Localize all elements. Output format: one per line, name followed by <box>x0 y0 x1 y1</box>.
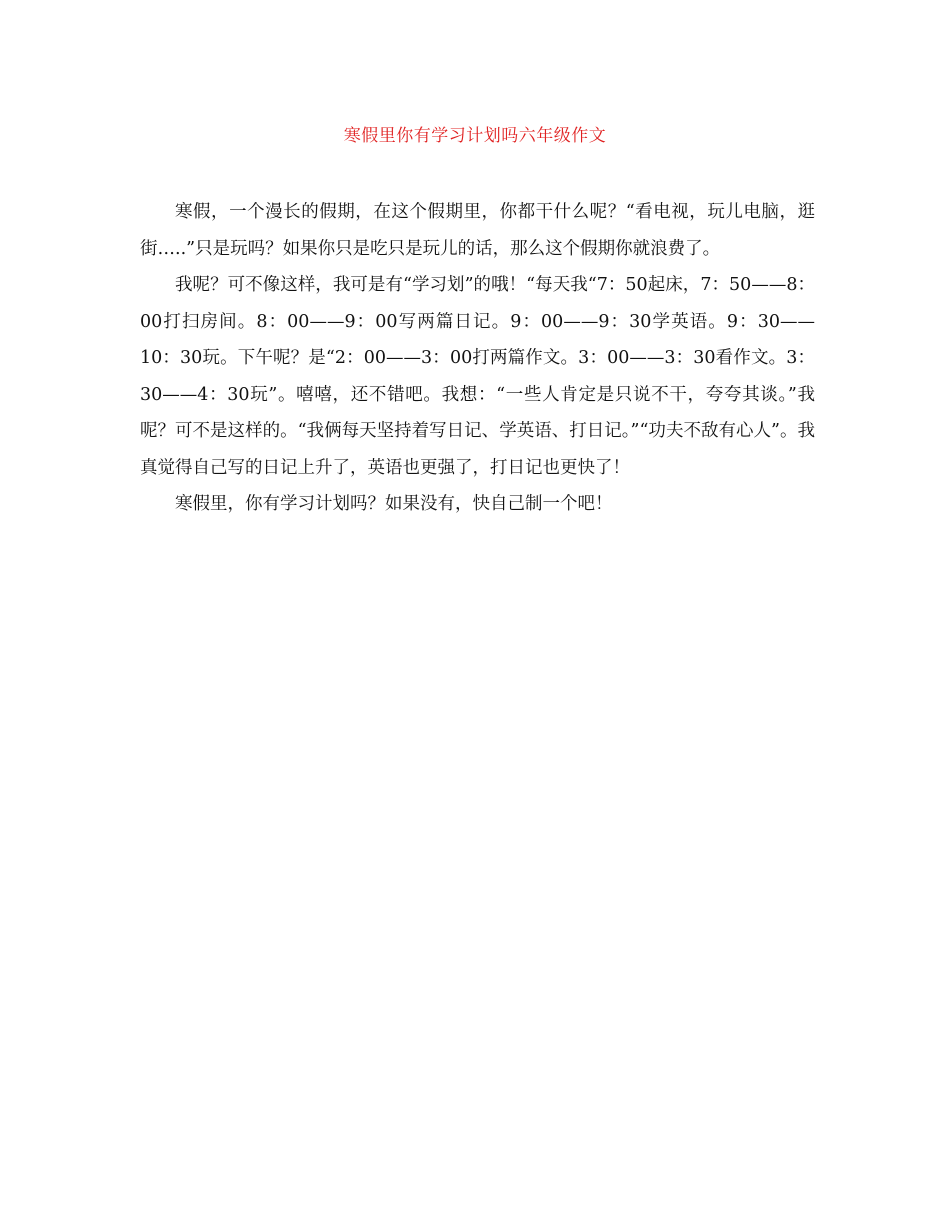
document-body <box>140 194 815 523</box>
paragraph-2: 我呢？可不像这样，我可是有“学习划”的哦！“每天我“7：50起床，7：50——8：00打扫房间。8：00——9：00写两篇日记。9：00——9：30学英语。9：30——10：30玩。下午呢？是“2：00——3：00打两篇作文。3：00——3：30看作文。3：30——4：30玩”。嘻嘻，还不错吧。我想：“一些人肯定是只说不干，夸夸其谈。”我呢？可不是这样的。“我俩每天坚持着写日记、学英语、打日记。”“功夫不敌有心人”。我真觉得自己写的日记上升了，英语也更强了，打日记也更快了！ <box>140 275 815 478</box>
document-title: 寒假里你有学习计划吗六年级作文 <box>343 126 607 146</box>
paragraph-1: 寒假，一个漫长的假期，在这个假期里，你都干什么呢？“看电视，玩儿电脑，逛街…..”只是玩吗？如果你只是吃只是玩儿的话，那么这个假期你就浪费了。 <box>140 202 815 259</box>
paragraph-3: 寒假里，你有学习计划吗？如果没有，快自己制一个吧！ <box>175 494 613 514</box>
